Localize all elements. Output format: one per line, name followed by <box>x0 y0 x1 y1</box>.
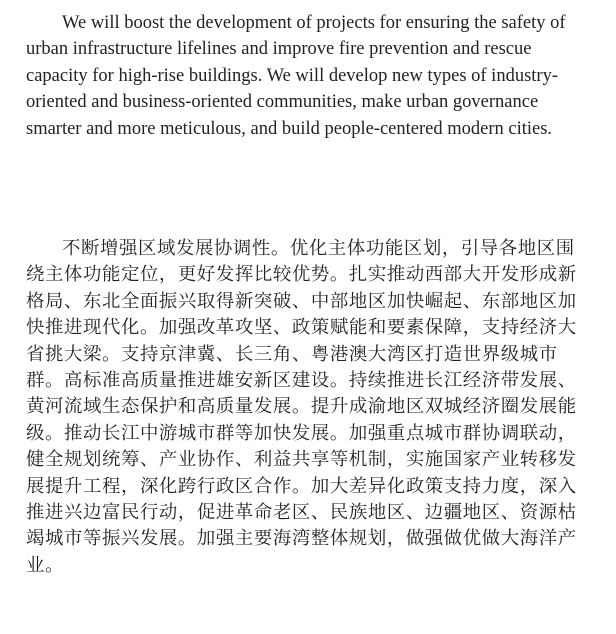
english-paragraph: We will boost the development of projects for ensuring the safety of urban infrastructure lifelines and improve fire prevention and rescue capacity for high-rise buildings. We will develop new types of industry-oriented and business-oriented communities, make urban governance smarter and more meticulous, and build people-centered modern cities. <box>26 13 566 139</box>
chinese-paragraph: 不断增强区域发展协调性。优化主体功能区划，引导各地区围绕主体功能定位，更好发挥比较优势。扎实推动西部大开发形成新格局、东北全面振兴取得新突破、中部地区加快崛起、东部地区加快推进现代化。加强改革攻坚、政策赋能和要素保障，支持经济大省挑大梁。支持京津冀、长三角、粤港澳大湾区打造世界级城市群。高标准高质量推进雄安新区建设。持续推进长江经济带发展、黄河流域生态保护和高质量发展。提升成渝地区双城经济圈发展能级。推动长江中游城市群等加快发展。加强重点城市群协调联动，健全规划统筹、产业协作、利益共享等机制，实施国家产业转移发展提升工程，深化跨行政区合作。加大差异化政策支持力度，深入推进兴边富民行动，促进革命老区、民族地区、边疆地区、资源枯竭城市等振兴发展。加强主要海湾整体规划，做强做优做大海洋产业。 <box>26 238 577 576</box>
